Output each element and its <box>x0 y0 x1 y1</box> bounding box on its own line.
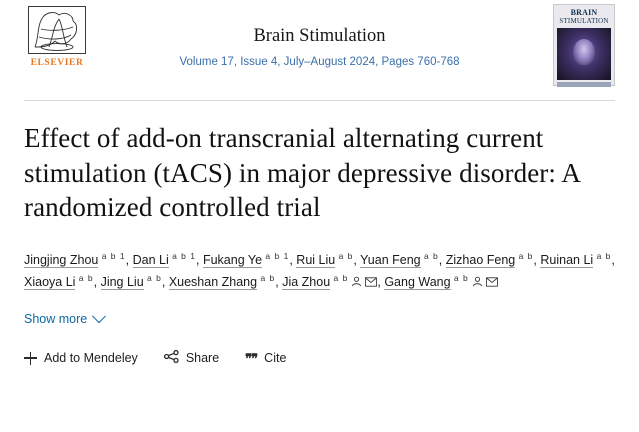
cover-title <box>557 8 611 25</box>
author-entry <box>101 275 169 289</box>
publisher-name: ELSEVIER <box>30 58 84 68</box>
header-divider <box>24 100 615 101</box>
author-separator: , <box>353 252 361 267</box>
author-entry <box>384 275 497 289</box>
author-affiliation-marker[interactable]: a b <box>420 250 439 261</box>
cite-button[interactable] <box>245 351 286 365</box>
journal-issue-meta[interactable]: Volume 17, Issue 4, July–August 2024, Pages 760-768 <box>179 56 460 68</box>
author-entry <box>169 275 282 289</box>
author-entry <box>202 250 297 267</box>
author-name[interactable]: Jing Liu <box>100 275 144 290</box>
author-affiliation-marker[interactable]: a b <box>515 250 534 261</box>
author-separator: , <box>289 252 297 267</box>
author-affiliation-marker[interactable]: a b <box>75 273 94 284</box>
author-name[interactable]: Fukang Ye <box>202 252 263 267</box>
cover-footer-bar <box>557 82 611 87</box>
author-name[interactable]: Dan Li <box>132 252 169 267</box>
author-separator: , <box>377 275 385 290</box>
article-actions <box>24 350 615 366</box>
add-to-mendeley-label: Add to Mendeley <box>44 351 138 366</box>
author-name[interactable]: Rui Liu <box>296 252 336 267</box>
author-profile-icon[interactable] <box>351 272 362 294</box>
author-separator: , <box>611 252 615 267</box>
author-affiliation-marker[interactable]: a b <box>257 273 276 284</box>
author-name[interactable]: Zizhao Feng <box>445 252 516 267</box>
plus-icon <box>24 352 37 365</box>
author-name[interactable]: Yuan Feng <box>360 252 421 267</box>
author-affiliation-marker[interactable]: a b <box>330 273 349 284</box>
author-entry <box>24 275 101 289</box>
show-more-toggle[interactable] <box>24 312 104 326</box>
author-affiliation-marker[interactable]: a b <box>593 250 612 261</box>
cover-title-line1: BRAIN <box>570 8 598 17</box>
author-separator: , <box>275 275 283 290</box>
journal-info <box>24 26 615 68</box>
author-name[interactable]: Xueshan Zhang <box>168 275 258 290</box>
quote-icon: ❞❞ <box>245 350 258 366</box>
author-affiliation-marker[interactable]: a b <box>143 273 162 284</box>
author-entry <box>132 250 203 267</box>
author-affiliation-marker[interactable]: a b <box>450 273 469 284</box>
author-entry <box>360 250 446 267</box>
author-affiliation-marker[interactable]: a b 1 <box>98 250 126 261</box>
journal-title[interactable]: Brain Stimulation <box>253 26 386 46</box>
author-entry <box>445 250 541 267</box>
author-email-icon[interactable] <box>365 272 377 294</box>
author-entry <box>540 250 615 267</box>
author-separator: , <box>533 252 541 267</box>
author-name[interactable]: Xiaoya Li <box>24 275 76 290</box>
author-profile-icon[interactable] <box>472 272 483 294</box>
chevron-down-icon <box>92 310 106 324</box>
show-more-label: Show more <box>24 312 88 327</box>
author-name[interactable]: Jingjing Zhou <box>24 252 99 267</box>
author-name[interactable]: Ruinan Li <box>540 252 594 267</box>
journal-cover-thumbnail[interactable] <box>553 4 615 86</box>
author-separator: , <box>161 275 169 290</box>
add-to-mendeley-button[interactable] <box>24 351 138 365</box>
author-separator: , <box>196 252 203 267</box>
author-affiliation-marker[interactable]: a b 1 <box>168 250 197 261</box>
cover-title-line2: STIMULATION <box>559 17 609 26</box>
author-entry <box>296 250 361 267</box>
page-title: Effect of add-on transcranial alternating current stimulation (tACS) in major depressive disorder: A randomized controlled trial <box>24 123 580 223</box>
share-icon <box>164 350 179 366</box>
author-separator: , <box>93 275 101 290</box>
author-affiliation-marker[interactable]: a b <box>335 250 354 261</box>
share-label: Share <box>185 351 220 366</box>
share-button[interactable] <box>164 350 219 366</box>
cite-label: Cite <box>264 351 287 366</box>
cover-artwork <box>557 28 611 80</box>
author-name[interactable]: Gang Wang <box>384 275 451 290</box>
author-name[interactable]: Jia Zhou <box>282 275 331 290</box>
author-email-icon[interactable] <box>486 272 498 294</box>
author-affiliation-marker[interactable]: a b 1 <box>262 250 290 261</box>
author-separator: , <box>125 252 133 267</box>
author-separator: , <box>438 252 446 267</box>
journal-header <box>24 0 615 96</box>
author-entry <box>24 250 133 267</box>
author-entry <box>282 275 384 289</box>
author-list <box>24 249 615 295</box>
